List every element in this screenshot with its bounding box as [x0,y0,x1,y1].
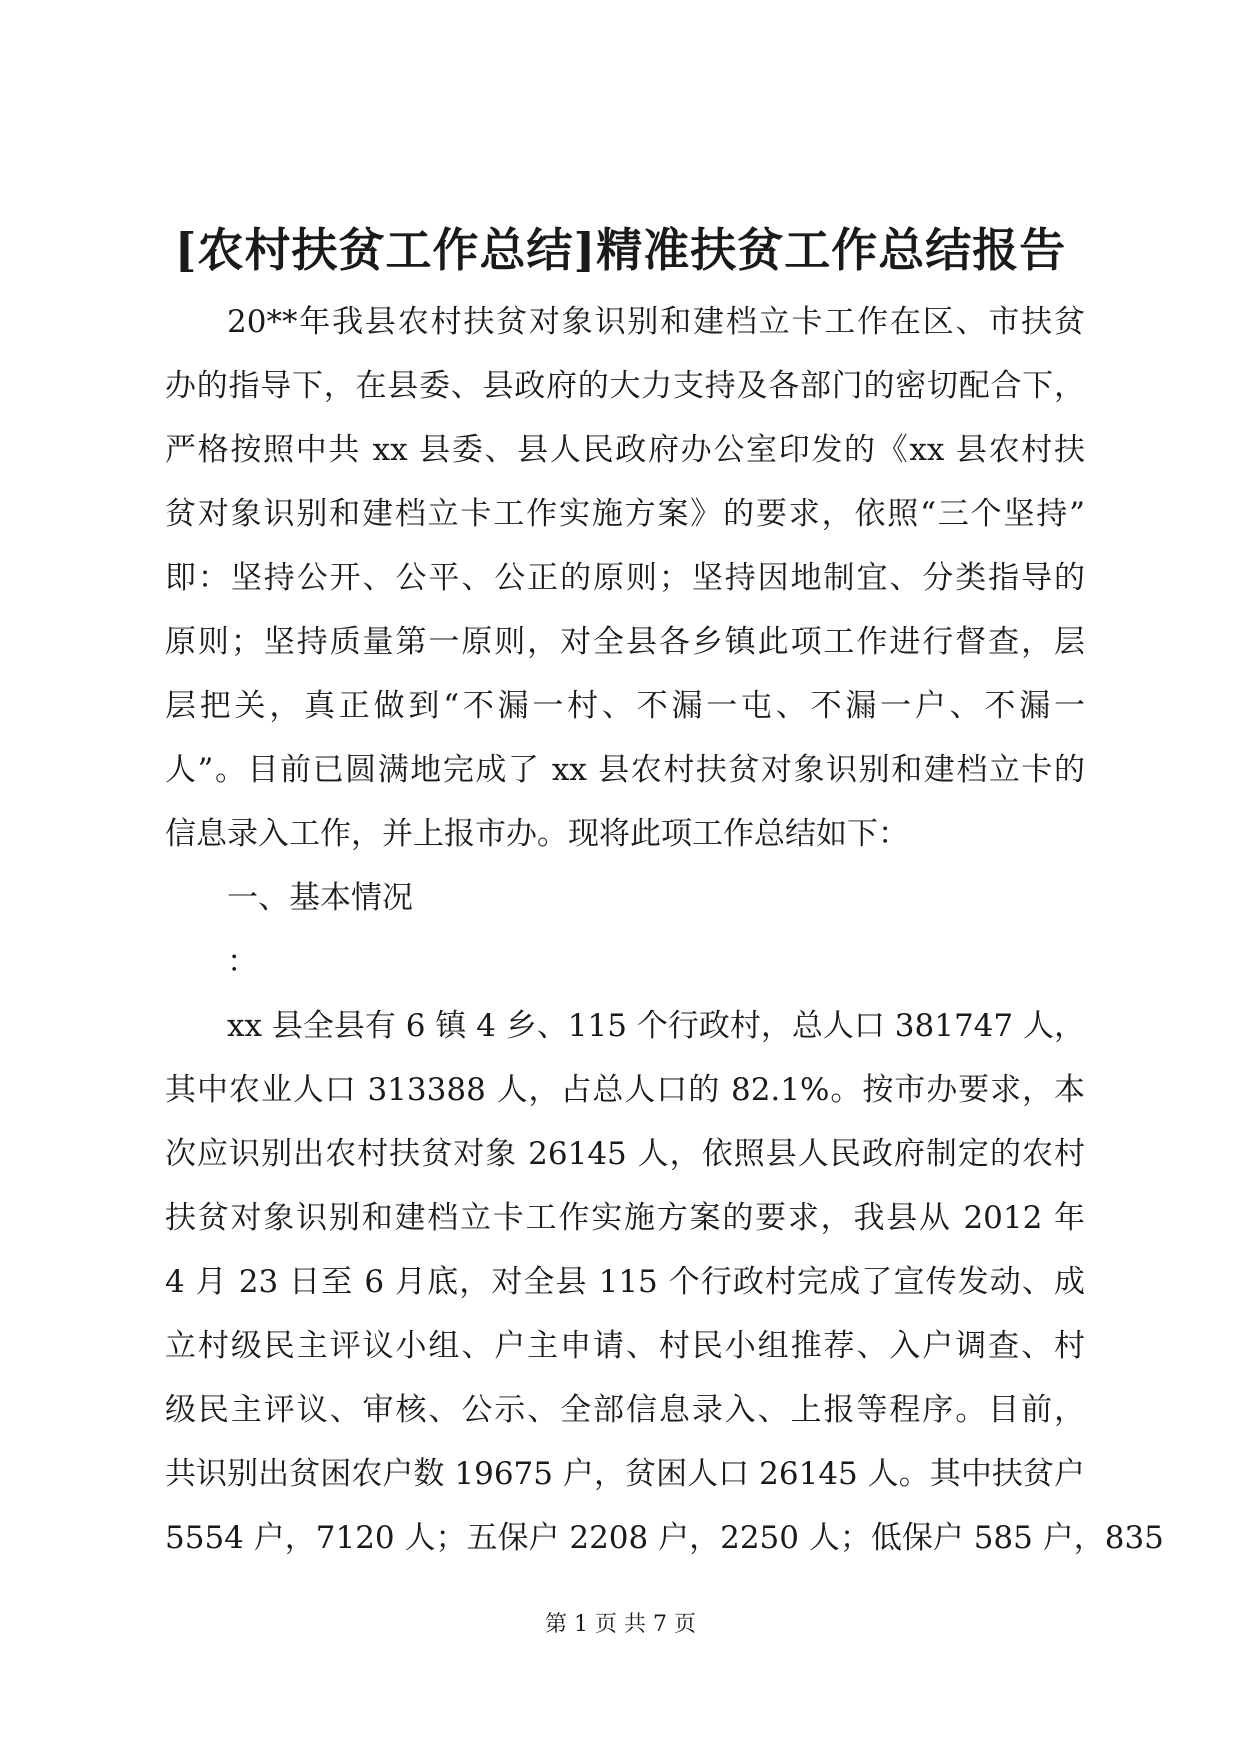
text-line: 立村级民主评议小组、户主申请、村民小组推荐、入户调查、村 [165,1328,1085,1364]
text-line: 次应识别出农村扶贫对象 26145 人，依照县人民政府制定的农村 [165,1136,1085,1172]
text-line: 其中农业人口 313388 人，占总人口的 82.1%。按市办要求，本 [165,1072,1085,1108]
text-line: 20**年我县农村扶贫对象识别和建档立卡工作在区、市扶贫 [227,304,1085,340]
text-line: 原则；坚持质量第一原则，对全县各乡镇此项工作进行督查，层 [165,624,1085,660]
text-line: 即：坚持公开、公平、公正的原则；坚持因地制宜、分类指导的 [165,560,1085,596]
document-title: [农村扶贫工作总结]精准扶贫工作总结报告 [174,223,1067,277]
document-body [165,290,1164,1570]
text-line: 贫对象识别和建档立卡工作实施方案》的要求，依照“三个坚持” [165,496,1085,532]
paragraph-intro [165,290,1085,866]
text-line: 严格按照中共 xx 县委、县人民政府办公室印发的《xx 县农村扶 [165,432,1085,468]
text-line: 办的指导下，在县委、县政府的大力支持及各部门的密切配合下， [165,368,1085,404]
text-line: 共识别出贫困农户数 19675 户，贫困人口 26145 人。其中扶贫户 [165,1456,1085,1492]
section-heading: 一、基本情况 [227,880,413,916]
text-line: 层把关，真正做到“不漏一村、不漏一屯、不漏一户、不漏一 [165,688,1085,724]
text-line: 信息录入工作，并上报市办。现将此项工作总结如下： [165,816,909,852]
colon-line: ： [227,944,258,980]
text-line: 级民主评议、审核、公示、全部信息录入、上报等程序。目前， [165,1392,1085,1428]
text-line: 扶贫对象识别和建档立卡工作实施方案的要求，我县从 2012 年 [165,1200,1085,1236]
text-line: 人”。目前已圆满地完成了 xx 县农村扶贫对象识别和建档立卡的 [165,752,1085,788]
text-line: 5554 户，7120 人；五保户 2208 户，2250 人；低保户 585 户，835 [165,1520,1164,1556]
paragraph-basic-info [165,994,1164,1570]
page-number-footer: 第 1 页 共 7 页 [545,1612,696,1637]
text-line: 4 月 23 日至 6 月底，对全县 115 个行政村完成了宣传发动、成 [165,1264,1085,1300]
text-line: xx 县全县有 6 镇 4 乡、115 个行政村，总人口 381747 人， [227,1008,1085,1044]
